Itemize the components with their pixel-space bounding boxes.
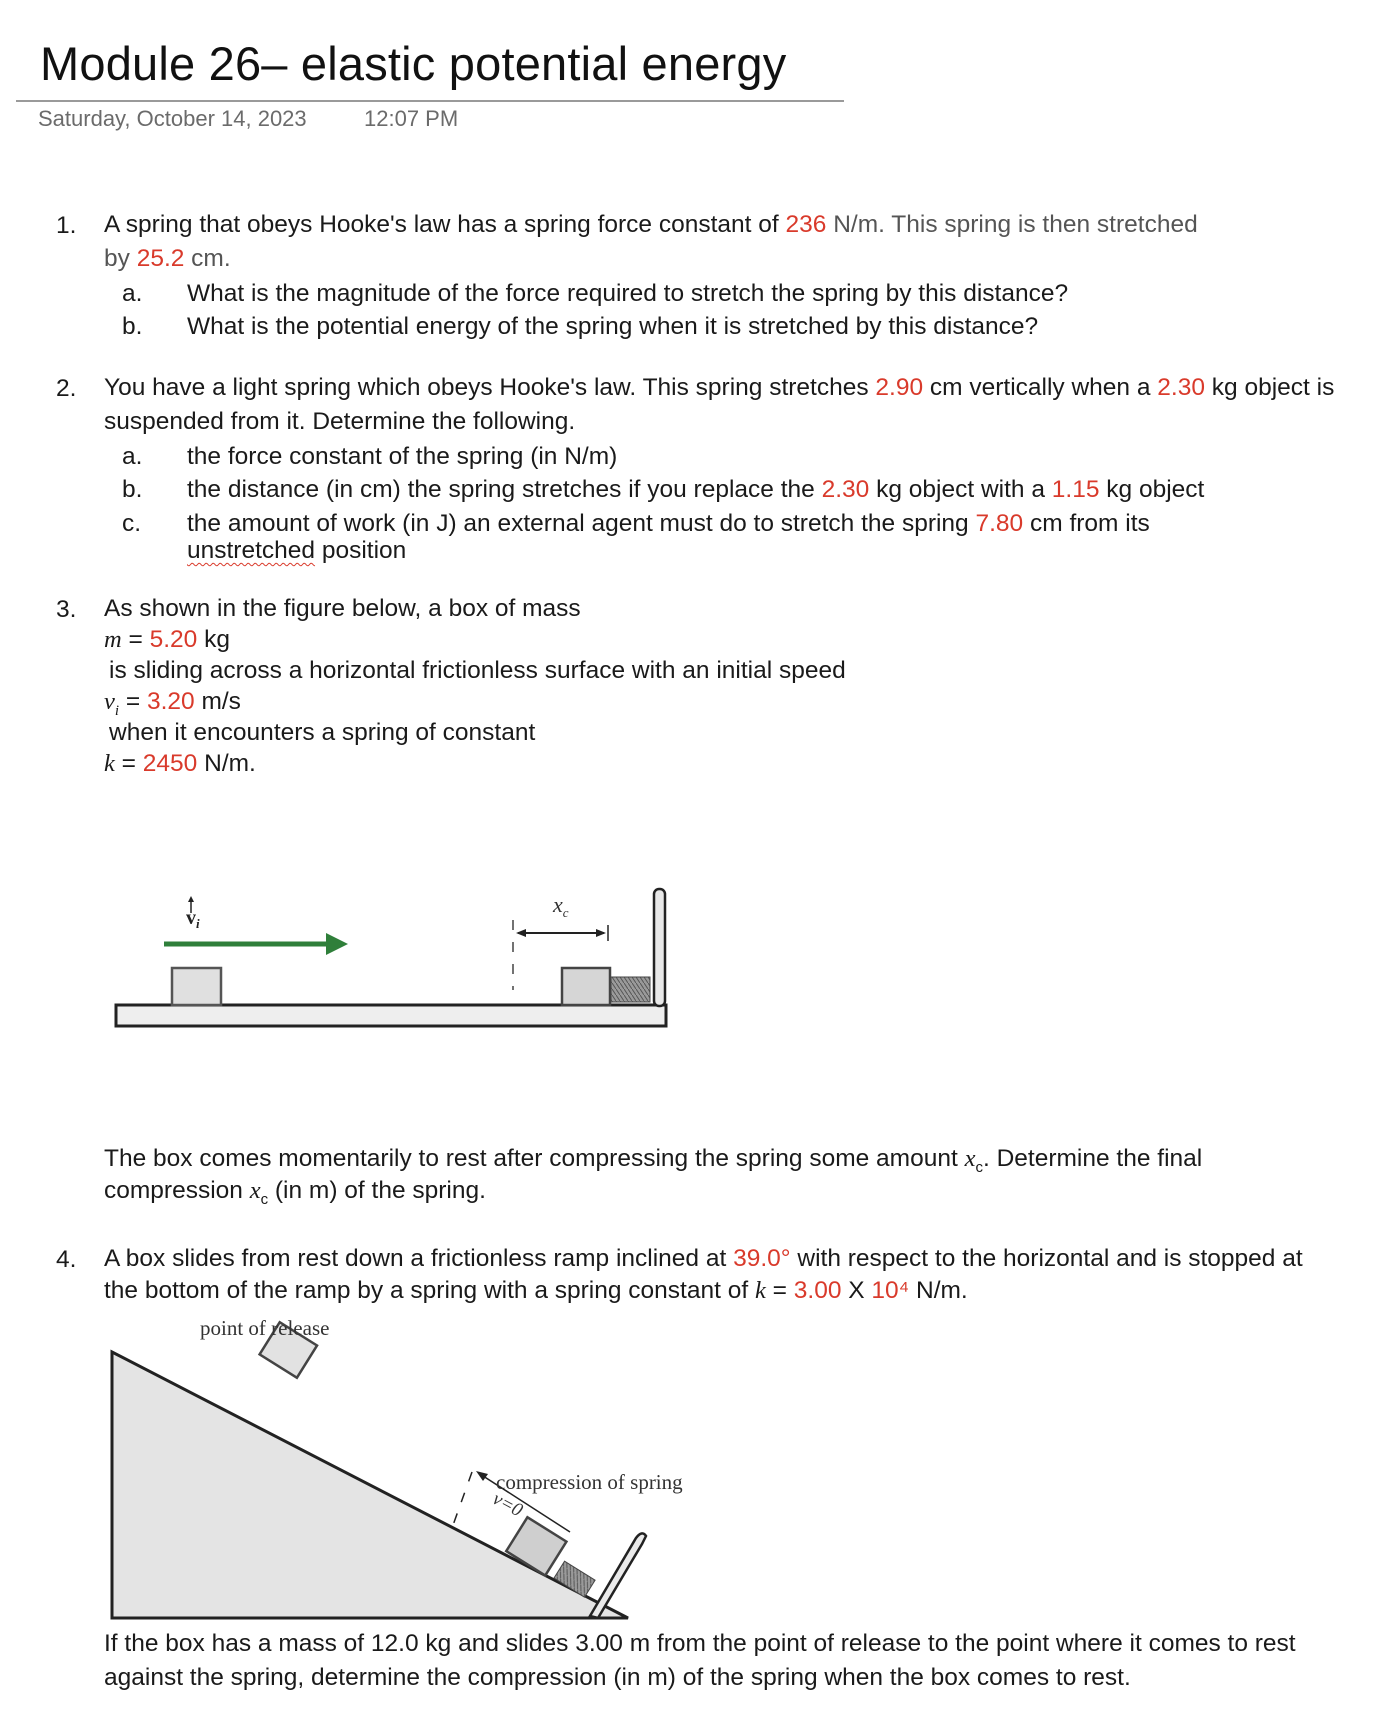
q2-c-distance: 7.80 bbox=[975, 510, 1024, 537]
q3-mass-line: m = 5.20 kg bbox=[104, 626, 230, 653]
q3-speed-line: $v_i = 3.20$ m/s bbox=[104, 688, 241, 719]
q3-mass-value: 5.20 bbox=[149, 626, 198, 653]
q2-text-a: You have a light spring which obeys Hooke's law. This spring stretches bbox=[104, 374, 876, 401]
xc-label: $x_c$ bbox=[553, 892, 569, 920]
spring-compressed bbox=[611, 977, 650, 1002]
q1-text: A spring that obeys Hooke's law has a spring force constant of bbox=[104, 211, 786, 238]
q4-number: 4. bbox=[56, 1246, 77, 1273]
figure-incline-spring bbox=[100, 1310, 740, 1630]
q2-c-spellcheck-word: unstretched bbox=[187, 537, 316, 564]
q2-line-1 bbox=[104, 371, 1334, 404]
q2-b-label: b. bbox=[122, 476, 143, 503]
q4-after-line-2: against the spring, determine the compression (in m) of the spring when the box comes to rest. bbox=[104, 1664, 1131, 1691]
q3-line-5: when it encounters a spring of constant bbox=[109, 719, 536, 746]
page-date: Saturday, October 14, 2023 bbox=[38, 106, 307, 131]
page-time: 12:07 PM bbox=[364, 106, 459, 131]
q4-line-1: A box slides from rest down a frictionless ramp inclined at 39.0° with respect to the horizontal and is stopped at bbox=[104, 1245, 1303, 1272]
q2-text-c: kg object is bbox=[1204, 374, 1335, 401]
box-initial bbox=[172, 968, 221, 1005]
q1-a-label: a. bbox=[122, 280, 143, 307]
xc-arrow-right bbox=[596, 929, 606, 937]
vi-label: $v_i$ bbox=[186, 907, 200, 931]
q1-stretch-value: 25.2 bbox=[136, 245, 185, 272]
compression-guide bbox=[452, 1472, 472, 1528]
vi-vector-mark-head bbox=[188, 896, 194, 902]
q3-after-line-2: compression $x_c$ (in m) of the spring. bbox=[104, 1177, 486, 1208]
q1-text-c: by bbox=[104, 245, 137, 272]
q2-c-label: c. bbox=[122, 510, 142, 537]
q2-text-b: cm vertically when a bbox=[923, 374, 1158, 401]
q3-k-value: 2450 bbox=[142, 750, 198, 777]
q2-a-text: the force constant of the spring (in N/m) bbox=[187, 443, 618, 470]
box-final bbox=[562, 968, 610, 1005]
q3-after-line-1: The box comes momentarily to rest after compressing the spring some amount $x_c$. Determine the final bbox=[104, 1145, 1203, 1176]
q3-k-symbol: k bbox=[104, 750, 115, 777]
q4-after-line-1: If the box has a mass of 12.0 kg and slides 3.00 m from the point of release to the point where it comes to rest bbox=[104, 1630, 1296, 1657]
q3-line-1: As shown in the figure below, a box of mass bbox=[104, 595, 581, 622]
q2-stretch-value: 2.90 bbox=[875, 374, 924, 401]
q2-b-text: the distance (in cm) the spring stretches if you replace the 2.30 kg object with a 1.15 kg object bbox=[187, 476, 1205, 503]
velocity-arrowhead bbox=[326, 933, 348, 955]
q1-text-b: N/m. This spring is then stretched bbox=[826, 211, 1198, 238]
q3-k-line: k = 2450 N/m. bbox=[104, 750, 256, 777]
q3-number: 3. bbox=[56, 596, 77, 623]
title-divider bbox=[16, 100, 844, 102]
q1-b-text: What is the potential energy of the spring when it is stretched by this distance? bbox=[187, 313, 1039, 340]
q1-k-value: 236 bbox=[785, 211, 827, 238]
q2-b-mass2: 1.15 bbox=[1051, 476, 1100, 503]
q2-mass-value: 2.30 bbox=[1157, 374, 1205, 401]
q2-c-text: the amount of work (in J) an external agent must do to stretch the spring 7.80 cm from its bbox=[187, 510, 1150, 537]
q3-line-3: is sliding across a horizontal frictionless surface with an initial speed bbox=[109, 657, 846, 684]
q1-b-label: b. bbox=[122, 313, 143, 340]
q2-line-2: suspended from it. Determine the following. bbox=[104, 408, 576, 435]
point-of-release-label: point of release bbox=[200, 1316, 330, 1340]
q1-line-2 bbox=[104, 242, 231, 275]
compression-label: compression of spring bbox=[496, 1470, 683, 1494]
q2-a-label: a. bbox=[122, 443, 143, 470]
q3-v-symbol: v bbox=[104, 688, 115, 715]
wall bbox=[654, 889, 665, 1006]
q2-number: 2. bbox=[56, 375, 77, 402]
ramp-wall bbox=[590, 1533, 646, 1618]
q4-angle-value: 39.0° bbox=[733, 1245, 791, 1272]
q1-a-text: What is the magnitude of the force required to stretch the spring by this distance? bbox=[187, 280, 1069, 307]
figure-horizontal-spring bbox=[100, 875, 680, 1035]
q2-b-mass1: 2.30 bbox=[821, 476, 870, 503]
floor bbox=[116, 1005, 666, 1026]
page-title: Module 26– elastic potential energy bbox=[40, 37, 787, 90]
q4-k-power: 10⁴ bbox=[871, 1277, 910, 1304]
compression-arrowhead bbox=[476, 1471, 488, 1481]
q1-number: 1. bbox=[56, 212, 77, 239]
q4-line-2: the bottom of the ramp by a spring with a spring constant of k = 3.00 X 10⁴ N/m. bbox=[104, 1277, 968, 1304]
q4-k-value: 3.00 bbox=[793, 1277, 842, 1304]
q1-text-d: cm. bbox=[184, 245, 231, 272]
q3-m-symbol: m bbox=[104, 626, 122, 653]
xc-arrow-left bbox=[516, 929, 526, 937]
q3-speed-value: 3.20 bbox=[146, 688, 195, 715]
v0-label: v=0 bbox=[489, 1488, 527, 1522]
q1-line-1 bbox=[104, 208, 1198, 241]
